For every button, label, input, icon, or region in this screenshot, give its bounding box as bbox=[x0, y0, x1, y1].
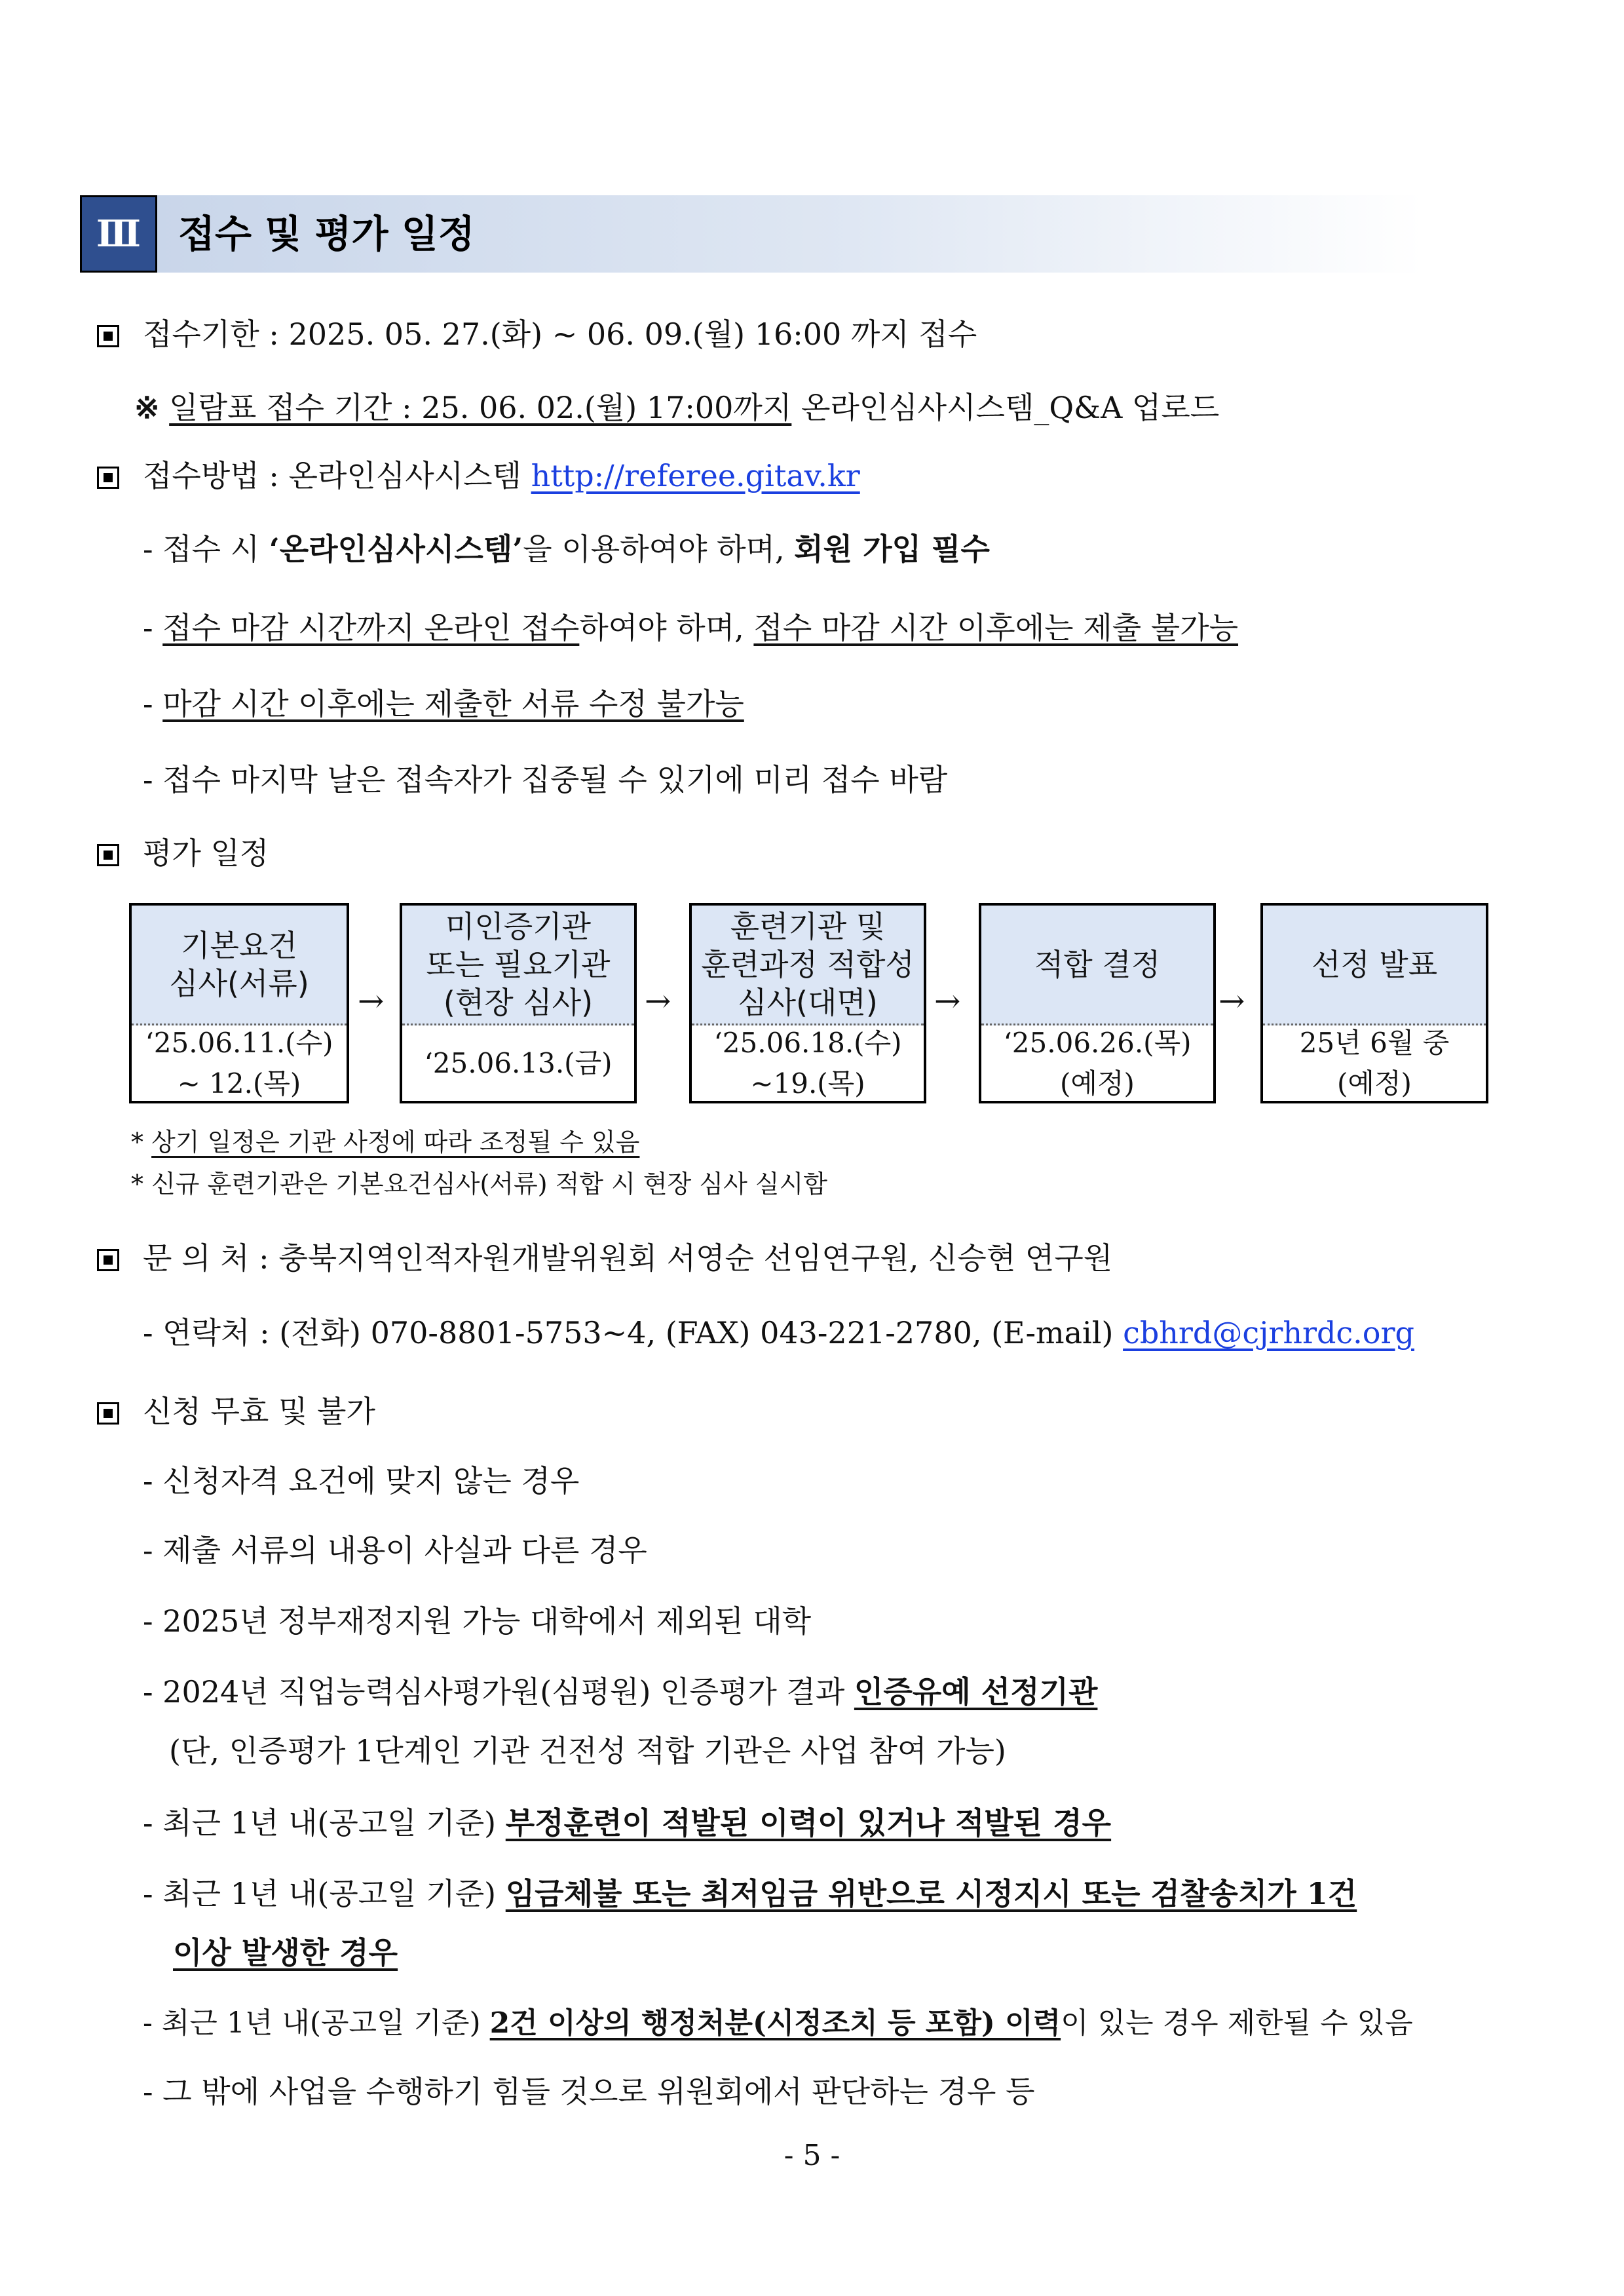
flow-step-1-date2: ~ 12.(목) bbox=[177, 1067, 301, 1100]
method-item-1-bold2: 회원 가입 필수 bbox=[794, 531, 990, 567]
bullet-square-icon bbox=[97, 844, 119, 866]
deadline-value: 2025. 05. 27.(화) ~ 06. 09.(월) 16:00 까지 접수 bbox=[288, 316, 977, 352]
flow-step-5-date2: (예정) bbox=[1337, 1067, 1412, 1100]
method-item-1-bold1: ‘온라인심사시스템’ bbox=[269, 531, 523, 567]
invalid-item-8-text: 그 밖에 사업을 수행하기 힘들 것으로 위원회에서 판단하는 경우 등 bbox=[162, 2074, 1035, 2109]
evaluation-note-1-text: 상기 일정은 기관 사정에 따라 조정될 수 있음 bbox=[151, 1128, 640, 1157]
flow-step-3-date bbox=[692, 1025, 924, 1101]
flow-step-2-title3: (현장 심사) bbox=[443, 985, 594, 1020]
invalid-item-4: - 2024년 직업능력심사평가원(심평원) 인증평가 결과 인증유예 선정기관 bbox=[143, 1674, 1098, 1710]
invalid-item-1: - 신청자격 요건에 맞지 않는 경우 bbox=[143, 1463, 580, 1499]
method-item-3: - 마감 시간 이후에는 제출한 서류 수정 불가능 bbox=[143, 686, 744, 721]
section-number: Ⅲ bbox=[80, 195, 157, 273]
flow-step-1 bbox=[129, 903, 349, 1103]
bullet-square-icon bbox=[97, 1402, 119, 1425]
invalid-item-2: - 제출 서류의 내용이 사실과 다른 경우 bbox=[143, 1533, 647, 1568]
flow-step-2-date1: ‘25.06.13.(금) bbox=[424, 1046, 613, 1079]
flow-step-1-title2: 심사(서류) bbox=[169, 966, 309, 1001]
method-item-2-mid: 하여야 하며, bbox=[579, 610, 754, 645]
flow-step-5 bbox=[1260, 903, 1488, 1103]
flow-step-5-title1: 선정 발표 bbox=[1311, 947, 1438, 982]
flow-step-2-title2: 또는 필요기관 bbox=[426, 947, 611, 982]
invalid-item-6-underlined-2: 이상 발생한 경우 bbox=[173, 1935, 398, 1970]
evaluation-line bbox=[97, 833, 269, 873]
invalid-item-4-pre: 2024년 직업능력심사평가원(심평원) 인증평가 결과 bbox=[162, 1674, 854, 1710]
deadline-note-line bbox=[134, 388, 1219, 427]
invalid-item-5-underlined: 부정훈련이 적발된 이력이 있거나 적발된 경우 bbox=[505, 1805, 1112, 1841]
evaluation-note-1 bbox=[131, 1126, 639, 1158]
contact-phone-line: - 연락처 : (전화) 070-8801-5753~4, (FAX) 043-221-2780, (E-mail) cbhrd@cjrhrdc.org bbox=[143, 1315, 1414, 1350]
invalid-item-1-text: 신청자격 요건에 맞지 않는 경우 bbox=[162, 1463, 580, 1499]
method-item-4-text: 접수 마지막 날은 접속자가 집중될 수 있기에 미리 접수 바람 bbox=[162, 762, 948, 797]
flow-step-3-title3: 심사(대면) bbox=[738, 985, 878, 1020]
flow-arrow-4: → bbox=[1218, 983, 1245, 1020]
method-item-1: - 접수 시 ‘온라인심사시스템’을 이용하여야 하며, 회원 가입 필수 bbox=[143, 531, 990, 567]
flow-step-4-date1: ‘25.06.26.(목) bbox=[1003, 1026, 1192, 1059]
flow-step-4-date bbox=[981, 1025, 1213, 1101]
contact-phone-value: (전화) 070-8801-5753~4, (FAX) 043-221-2780, (E-mail) bbox=[279, 1315, 1114, 1350]
note-asterisk: * bbox=[131, 1170, 143, 1198]
method-item-2-u1: 접수 마감 시간까지 온라인 접수 bbox=[162, 610, 580, 645]
flow-step-2-title bbox=[402, 906, 634, 1025]
invalid-item-5: - 최근 1년 내(공고일 기준) 부정훈련이 적발된 이력이 있거나 적발된 경우 bbox=[143, 1805, 1112, 1841]
method-item-2-u2: 접수 마감 시간 이후에는 제출 불가능 bbox=[753, 610, 1239, 645]
invalid-item-7-pre: 최근 1년 내(공고일 기준) bbox=[161, 2006, 490, 2040]
section-header bbox=[80, 195, 1423, 273]
flow-arrow-2: → bbox=[645, 983, 671, 1020]
flow-step-5-date bbox=[1263, 1025, 1486, 1101]
invalid-item-7: - 최근 1년 내(공고일 기준) 2건 이상의 행정처분(시정조치 등 포함) 이력이 있는 경우 제한될 수 있음 bbox=[143, 2006, 1413, 2040]
note-asterisk: * bbox=[131, 1128, 143, 1157]
invalid-item-6-pre: 최근 1년 내(공고일 기준) bbox=[162, 1876, 506, 1911]
flow-step-3-date2: ~19.(목) bbox=[750, 1067, 865, 1100]
contact-label: 문 의 처 bbox=[143, 1240, 250, 1276]
invalid-item-4-sub bbox=[169, 1731, 1006, 1770]
flow-step-1-title bbox=[132, 906, 347, 1025]
method-item-2: - 접수 마감 시간까지 온라인 접수하여야 하며, 접수 마감 시간 이후에는 제출 불가능 bbox=[143, 610, 1239, 645]
flow-step-3-date1: ‘25.06.18.(수) bbox=[713, 1026, 902, 1059]
invalid-label: 신청 무효 및 불가 bbox=[143, 1394, 375, 1429]
section-title: 접수 및 평가 일정 bbox=[178, 212, 475, 256]
invalid-item-4-underlined: 인증유예 선정기관 bbox=[854, 1674, 1098, 1710]
contact-line: 문 의 처 : 충북지역인적자원개발위원회 서영순 선임연구원, 신승현 연구원 bbox=[97, 1238, 1112, 1278]
contact-phone-label: 연락처 bbox=[162, 1315, 250, 1350]
flow-step-1-date1: ‘25.06.11.(수) bbox=[145, 1026, 333, 1059]
deadline-note-underlined: 일람표 접수 기간 : 25. 06. 02.(월) 17:00까지 bbox=[169, 390, 792, 425]
invalid-line bbox=[97, 1392, 375, 1431]
invalid-item-6-underlined-1: 임금체불 또는 최저임금 위반으로 시정지시 또는 검찰송치가 1건 bbox=[505, 1876, 1357, 1911]
flow-step-4-date2: (예정) bbox=[1060, 1067, 1135, 1100]
evaluation-note-2-text: 신규 훈련기관은 기본요건심사(서류) 적합 시 현장 심사 실시함 bbox=[151, 1170, 828, 1198]
contact-email-link[interactable]: cbhrd@cjrhrdc.org bbox=[1123, 1315, 1414, 1350]
invalid-item-6-cont bbox=[173, 1933, 398, 1972]
method-item-1-mid: 을 이용하여야 하며, bbox=[523, 531, 795, 567]
deadline-label: 접수기한 bbox=[143, 316, 259, 352]
flow-step-3-title bbox=[692, 906, 924, 1025]
method-label: 접수방법 bbox=[143, 458, 259, 493]
flow-arrow-3: → bbox=[934, 983, 961, 1020]
flow-step-3 bbox=[689, 903, 926, 1103]
flow-step-4-title1: 적합 결정 bbox=[1034, 947, 1161, 982]
invalid-item-3: - 2025년 정부재정지원 가능 대학에서 제외된 대학 bbox=[143, 1603, 812, 1639]
invalid-item-8: - 그 밖에 사업을 수행하기 힘들 것으로 위원회에서 판단하는 경우 등 bbox=[143, 2074, 1035, 2109]
page-number: - 5 - bbox=[784, 2139, 840, 2172]
method-item-1-pre: 접수 시 bbox=[162, 531, 269, 567]
flow-step-2-title1: 미인증기관 bbox=[445, 909, 592, 944]
deadline-line: 접수기한 : 2025. 05. 27.(화) ~ 06. 09.(월) 16:00 까지 접수 bbox=[97, 315, 977, 354]
deadline-note-rest: 온라인심사시스템_Q&A 업로드 bbox=[801, 390, 1220, 425]
contact-value: 충북지역인적자원개발위원회 서영순 선임연구원, 신승현 연구원 bbox=[278, 1240, 1113, 1276]
flow-step-2 bbox=[400, 903, 637, 1103]
invalid-item-7-underlined: 2건 이상의 행정처분(시정조치 등 포함) 이력 bbox=[489, 2006, 1061, 2040]
flow-step-4 bbox=[979, 903, 1216, 1103]
invalid-item-6: - 최근 1년 내(공고일 기준) 임금체불 또는 최저임금 위반으로 시정지시 또는 검찰송치가 1건 bbox=[143, 1876, 1357, 1911]
flow-step-2-date bbox=[402, 1025, 634, 1101]
bullet-square-icon bbox=[97, 325, 119, 347]
invalid-item-2-text: 제출 서류의 내용이 사실과 다른 경우 bbox=[162, 1533, 647, 1568]
flow-step-5-title bbox=[1263, 906, 1486, 1025]
flow-step-3-title2: 훈련과정 적합성 bbox=[701, 947, 915, 982]
invalid-item-5-pre: 최근 1년 내(공고일 기준) bbox=[162, 1805, 506, 1841]
method-line: 접수방법 : 온라인심사시스템 http://referee.gitav.kr bbox=[97, 456, 860, 495]
invalid-item-3-text: 2025년 정부재정지원 가능 대학에서 제외된 대학 bbox=[162, 1603, 812, 1639]
method-item-3-u1: 마감 시간 이후에는 제출한 서류 수정 불가능 bbox=[162, 686, 744, 721]
flow-step-5-date1: 25년 6월 중 bbox=[1299, 1026, 1450, 1059]
invalid-item-4-sub-text: (단, 인증평가 1단계인 기관 건전성 적합 기관은 사업 참여 가능) bbox=[169, 1733, 1006, 1769]
invalid-item-7-post: 이 있는 경우 제한될 수 있음 bbox=[1061, 2006, 1413, 2040]
flow-arrow-1: → bbox=[358, 983, 385, 1020]
flow-step-3-title1: 훈련기관 및 bbox=[730, 909, 886, 944]
bullet-square-icon bbox=[97, 1249, 119, 1271]
flow-step-4-title bbox=[981, 906, 1213, 1025]
bullet-square-icon bbox=[97, 467, 119, 489]
evaluation-label: 평가 일정 bbox=[143, 835, 269, 871]
method-item-4: - 접수 마지막 날은 접속자가 집중될 수 있기에 미리 접수 바람 bbox=[143, 762, 948, 797]
method-system-name: 온라인심사시스템 bbox=[288, 458, 521, 493]
evaluation-note-2 bbox=[131, 1168, 827, 1200]
flow-step-1-date bbox=[132, 1025, 347, 1101]
flow-step-1-title1: 기본요건 bbox=[181, 928, 297, 963]
note-mark: ※ bbox=[134, 390, 160, 425]
method-url-link[interactable]: http://referee.gitav.kr bbox=[531, 458, 860, 493]
